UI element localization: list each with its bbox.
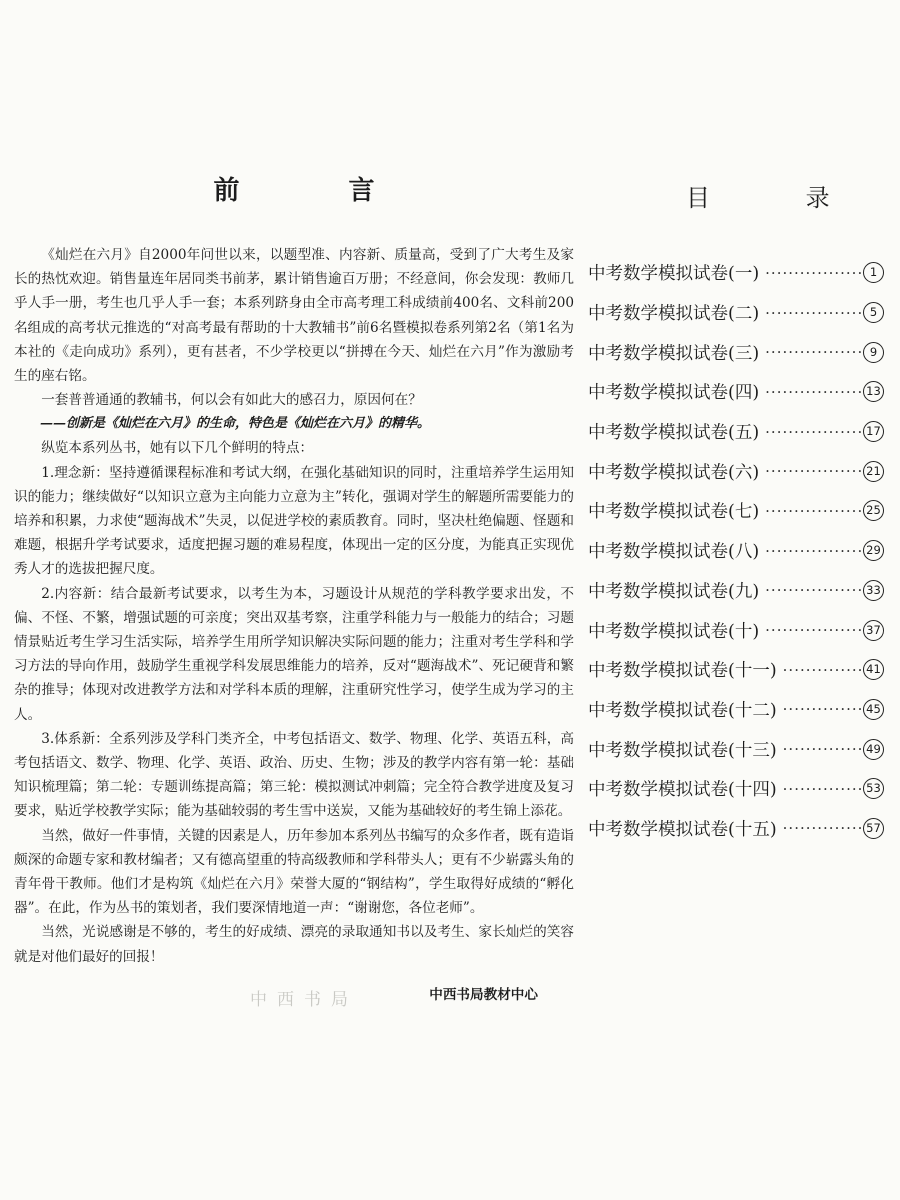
toc-item-label: 中考数学模拟试卷(九) bbox=[588, 581, 760, 602]
toc-item-2[interactable] bbox=[588, 293, 888, 333]
toc-item-label: 中考数学模拟试卷(四) bbox=[588, 383, 760, 404]
leader-dots bbox=[759, 264, 863, 282]
toc-page-number: 9 bbox=[863, 342, 884, 363]
toc-page-number: 1 bbox=[863, 262, 884, 283]
preface-paragraph-3: 纵览本系列丛书，她有以下几个鲜明的特点： bbox=[41, 440, 314, 457]
toc-page-number: 37 bbox=[863, 620, 884, 641]
preface-paragraph-7: 当然，做好一件事情，关键的因素是人，历年参加本系列丛书编写的众多作者，既有造诣颇深的命题专家和教材编者；又有德高望重的特高级教师和学科带头人；更有不少崭露头角的青年骨干教师。他们才是构筑《灿烂在六月》荣誉大厦的“钢结构”，学生取得好成绩的“孵化器”。在此，作为丛书的策划者，我们要深情地道一声：“谢谢您，各位老师”。 bbox=[14, 827, 574, 917]
toc-item-label: 中考数学模拟试卷(五) bbox=[588, 423, 760, 444]
preface-title: 前 言 bbox=[213, 176, 425, 206]
leader-dots bbox=[777, 661, 863, 679]
toc-item-10[interactable] bbox=[588, 610, 888, 650]
toc-item-label: 中考数学模拟试卷(十五) bbox=[588, 819, 777, 840]
toc-item-9[interactable] bbox=[588, 571, 888, 611]
leader-dots bbox=[759, 581, 863, 599]
toc-item-11[interactable] bbox=[588, 650, 888, 690]
toc-page-number: 17 bbox=[863, 421, 884, 442]
preface-paragraph-2: 一套普普通通的教辅书，何以会有如此大的感召力，原因何在？ bbox=[41, 392, 422, 409]
toc-item-12[interactable] bbox=[588, 690, 888, 730]
toc-page-number: 53 bbox=[863, 778, 884, 799]
toc-list bbox=[588, 253, 888, 848]
leader-dots bbox=[759, 502, 863, 520]
toc-item-3[interactable] bbox=[588, 332, 888, 372]
toc-page-number: 25 bbox=[863, 500, 884, 521]
toc-page-number: 5 bbox=[863, 302, 884, 323]
toc-page-number: 13 bbox=[863, 381, 884, 402]
toc-page-number: 33 bbox=[863, 580, 884, 601]
preface-signature: 中西书局教材中心 bbox=[429, 986, 538, 1002]
leader-dots bbox=[777, 700, 863, 718]
toc-item-15[interactable] bbox=[588, 809, 888, 849]
toc-item-label: 中考数学模拟试卷(六) bbox=[588, 462, 760, 483]
toc-item-label: 中考数学模拟试卷(十二) bbox=[588, 700, 777, 721]
toc-item-8[interactable] bbox=[588, 531, 888, 571]
toc-item-13[interactable] bbox=[588, 729, 888, 769]
leader-dots bbox=[759, 621, 863, 639]
toc-item-label: 中考数学模拟试卷(一) bbox=[588, 264, 760, 285]
toc-item-5[interactable] bbox=[588, 412, 888, 452]
toc-item-14[interactable] bbox=[588, 769, 888, 809]
toc-item-label: 中考数学模拟试卷(十) bbox=[588, 621, 760, 642]
toc-item-label: 中考数学模拟试卷(七) bbox=[588, 502, 760, 523]
toc-page-number: 41 bbox=[863, 659, 884, 680]
leader-dots bbox=[777, 819, 863, 837]
leader-dots bbox=[777, 740, 863, 758]
leader-dots bbox=[759, 462, 863, 480]
faint-publisher-stamp: 中西书局 bbox=[250, 990, 358, 1010]
table-of-contents bbox=[588, 178, 888, 848]
preface-section bbox=[14, 170, 574, 1003]
toc-item-label: 中考数学模拟试卷(二) bbox=[588, 304, 760, 325]
toc-item-label: 中考数学模拟试卷(三) bbox=[588, 343, 760, 364]
toc-item-7[interactable] bbox=[588, 491, 888, 531]
preface-paragraph-8: 当然，光说感谢是不够的，考生的好成绩、漂亮的录取通知书以及考生、家长灿烂的笑容就是对他们最好的回报！ bbox=[14, 924, 574, 965]
toc-item-label: 中考数学模拟试卷(十三) bbox=[588, 740, 777, 761]
toc-item-label: 中考数学模拟试卷(八) bbox=[588, 542, 760, 563]
leader-dots bbox=[777, 780, 863, 798]
leader-dots bbox=[759, 542, 863, 560]
toc-item-1[interactable] bbox=[588, 253, 888, 293]
leader-dots bbox=[759, 423, 863, 441]
toc-page-number: 49 bbox=[863, 739, 884, 760]
leader-dots bbox=[759, 343, 863, 361]
toc-page-number: 57 bbox=[863, 818, 884, 839]
toc-title: 目 录 bbox=[686, 184, 874, 212]
toc-page-number: 45 bbox=[863, 699, 884, 720]
preface-paragraph-5: 2.内容新：结合最新考试要求，以考生为本，习题设计从规范的学科教学要求出发，不偏、不怪、不繁，增强试题的可亲度；突出双基考察，注重学科能力与一般能力的结合；习题情景贴近考生学习生活实际，培养学生用所学知识解决实际问题的能力；注重对考生学科和学习方法的导向作用，鼓励学生重视学科发展思维能力的培养，反对“题海战术”、死记硬背和繁杂的推导；体现对改进教学方法和对学科本质的理解，注重研究性学习，使学生成为学习的主人。 bbox=[14, 585, 574, 723]
leader-dots bbox=[759, 304, 863, 322]
toc-item-label: 中考数学模拟试卷(十四) bbox=[588, 780, 777, 801]
leader-dots bbox=[759, 383, 863, 401]
toc-item-6[interactable] bbox=[588, 451, 888, 491]
toc-item-4[interactable] bbox=[588, 372, 888, 412]
toc-page-number: 29 bbox=[863, 540, 884, 561]
preface-paragraph-4: 1.理念新：坚持遵循课程标准和考试大纲，在强化基础知识的同时，注重培养学生运用知识的能力；继续做好“以知识立意为主向能力立意为主”转化，强调对学生的解题所需要能力的培养和积累，力求使“题海战术”失灵，以促进学校的素质教育。同时，坚决杜绝偏题、怪题和难题，根据升学考试要求，适度把握习题的难易程度，体现出一定的区分度，为能真正实现优秀人才的选拔把握尺度。 bbox=[14, 464, 574, 578]
toc-item-label: 中考数学模拟试卷(十一) bbox=[588, 661, 777, 682]
preface-paragraph-6: 3.体系新：全系列涉及学科门类齐全，中考包括语文、数学、物理、化学、英语五科，高考包括语文、数学、物理、化学、英语、政治、历史、生物；涉及的教学内容有第一轮：基础知识梳理篇；第二轮：专题训练提高篇；第三轮：模拟测试冲刺篇；完全符合教学进度及复习要求，贴近学校教学实际；能为基础较弱的考生雪中送炭，又能为基础较好的考生锦上添花。 bbox=[14, 730, 574, 820]
preface-paragraph-1: 《灿烂在六月》自2000年问世以来，以题型准、内容新、质量高，受到了广大考生及家长的热忱欢迎。销售量连年居同类书前茅，累计销售逾百万册；不经意间，你会发现：教师几乎人手一册，考生也几乎人手一套；本系列跻身由全市高考理工科成绩前400名、文科前200名组成的高考状元推选的“对高考最有帮助的十大教辅书”前6名暨模拟卷系列第2名（第1名为本社的《走向成功》系列），更有甚者，不少学校更以“拼搏在今天、灿烂在六月”作为激励考生的座右铭。 bbox=[14, 247, 574, 385]
preface-motto: ——创新是《灿烂在六月》的生命，特色是《灿烂在六月》的精华。 bbox=[40, 416, 431, 432]
toc-page-number: 21 bbox=[863, 461, 884, 482]
